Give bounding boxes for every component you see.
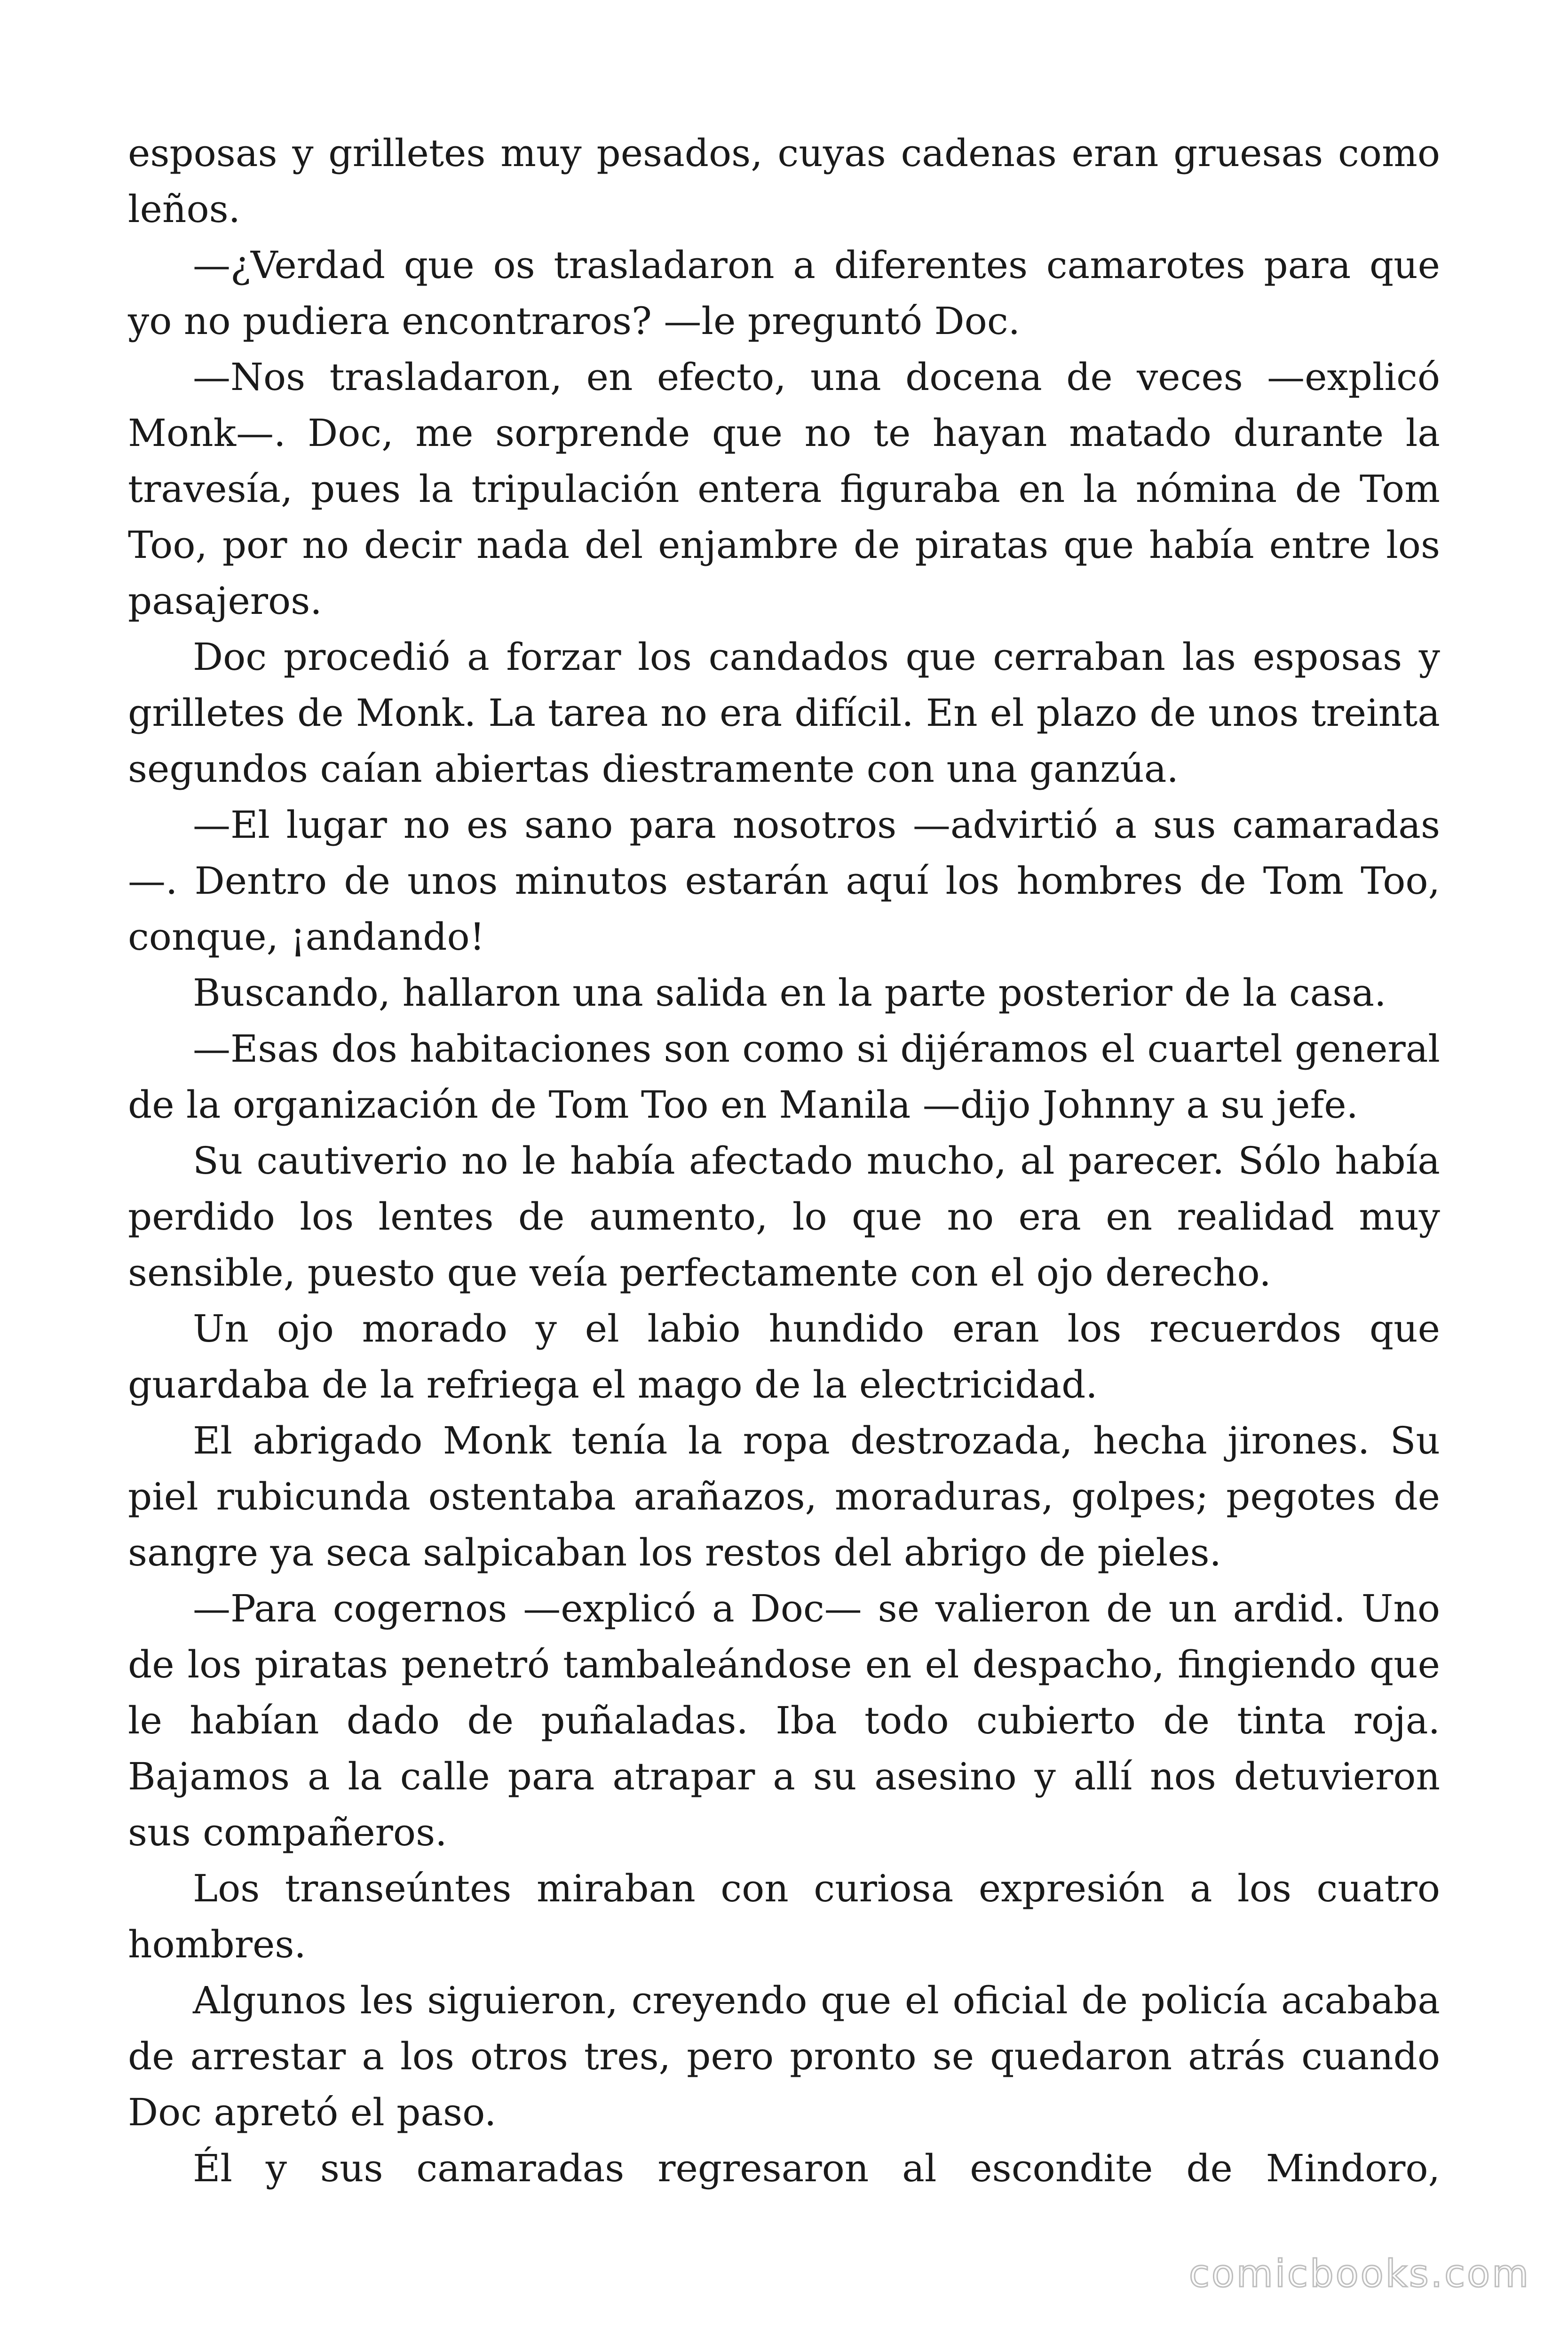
paragraph: Doc procedió a forzar los candados que cerraban las esposas y grilletes de Monk. La tarea no era difícil. En el plazo de unos treinta segundos caían abiertas diestramente con una ganzúa. bbox=[128, 635, 1440, 791]
paragraph: Su cautiverio no le había afectado mucho, al parecer. Sólo había perdido los lentes de aumento, lo que no era en realidad muy sensible, puesto que veía perfectamente con el ojo derecho. bbox=[128, 1139, 1440, 1295]
paragraph: esposas y grilletes muy pesados, cuyas cadenas eran gruesas como leños. bbox=[128, 131, 1440, 231]
body-text bbox=[128, 125, 1440, 2196]
watermark: comicbooks.com bbox=[1188, 2252, 1530, 2296]
paragraph: —Esas dos habitaciones son como si dijéramos el cuartel general de la organización de Tom Too en Manila —dijo Johnny a su jefe. bbox=[128, 1027, 1440, 1127]
paragraph: Buscando, hallaron una salida en la parte posterior de la casa. bbox=[193, 971, 1386, 1015]
paragraph: —Nos trasladaron, en efecto, una docena de veces —explicó Monk—. Doc, me sorprende que no te hayan matado durante la travesía, pues la tripulación entera figuraba en la nómina de Tom Too, por no decir nada del enjambre de piratas que había entre los pasajeros. bbox=[128, 355, 1440, 623]
paragraph: El abrigado Monk tenía la ropa destrozada, hecha jirones. Su piel rubicunda ostentaba arañazos, moraduras, golpes; pegotes de sangre ya seca salpicaban los restos del abrigo de pieles. bbox=[128, 1419, 1440, 1574]
paragraph: —Para cogernos —explicó a Doc— se valieron de un ardid. Uno de los piratas penetró tambaleándose en el despacho, fingiendo que le habían dado de puñaladas. Iba todo cubierto de tinta roja. Bajamos a la calle para atrapar a su asesino y allí nos detuvieron sus compañeros. bbox=[128, 1587, 1440, 1854]
paragraph: Algunos les siguieron, creyendo que el oficial de policía acababa de arrestar a los otros tres, pero pronto se quedaron atrás cuando Doc apretó el paso. bbox=[128, 1979, 1440, 2134]
paragraph: Los transeúntes miraban con curiosa expresión a los cuatro hombres. bbox=[128, 1867, 1440, 1966]
paragraph: Él y sus camaradas regresaron al escondite de Mindoro, bbox=[193, 2146, 1440, 2190]
paragraph: Un ojo morado y el labio hundido eran los recuerdos que guardaba de la refriega el mago de la electricidad. bbox=[128, 1307, 1440, 1406]
paragraph: —¿Verdad que os trasladaron a diferentes camarotes para que yo no pudiera encontraros? —le preguntó Doc. bbox=[128, 243, 1440, 343]
paragraph: —El lugar no es sano para nosotros —advirtió a sus camaradas —. Dentro de unos minutos estarán aquí los hombres de Tom Too, conque, ¡andando! bbox=[128, 803, 1440, 959]
